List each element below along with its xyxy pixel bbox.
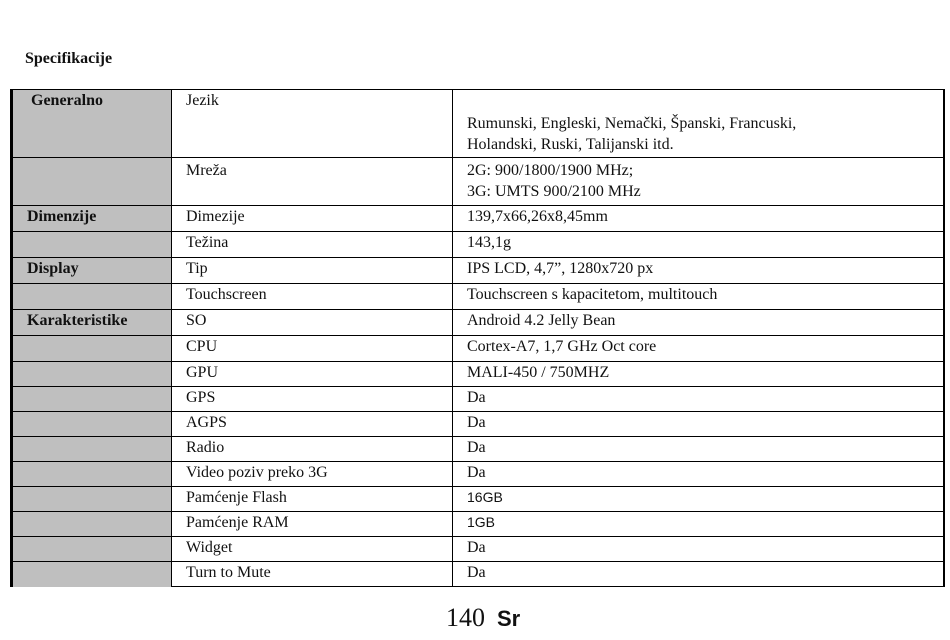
table-row xyxy=(12,537,944,562)
table-row xyxy=(12,336,944,362)
spec-value-line xyxy=(467,92,943,113)
category-cell xyxy=(12,562,172,587)
category-cell xyxy=(12,362,172,387)
spec-label: CPU xyxy=(172,336,453,362)
spec-label: Težina xyxy=(172,232,453,258)
spec-label: GPU xyxy=(172,362,453,387)
category-cell: Dimenzije xyxy=(12,206,172,232)
spec-value: 16GB xyxy=(453,487,944,512)
spec-label: Dimezije xyxy=(172,206,453,232)
spec-value: MALI-450 / 750MHZ xyxy=(453,362,944,387)
specification-table xyxy=(10,89,945,587)
table-row xyxy=(12,284,944,310)
spec-value: 143,1g xyxy=(453,232,944,258)
category-cell xyxy=(12,336,172,362)
spec-value: 1GB xyxy=(453,512,944,537)
spec-value: Da xyxy=(453,437,944,462)
table-row xyxy=(12,258,944,284)
table-row xyxy=(12,310,944,336)
spec-label: AGPS xyxy=(172,412,453,437)
spec-label: Tip xyxy=(172,258,453,284)
spec-value-line: 3G: UMTS 900/2100 MHz xyxy=(467,183,641,200)
spec-value: Android 4.2 Jelly Bean xyxy=(453,310,944,336)
table-row xyxy=(12,562,944,587)
table-row xyxy=(12,462,944,487)
spec-value-line: 2G: 900/1800/1900 MHz; xyxy=(467,162,634,179)
spec-value: Da xyxy=(453,412,944,437)
table-row xyxy=(12,158,944,206)
spec-label: Video poziv preko 3G xyxy=(172,462,453,487)
spec-label: GPS xyxy=(172,387,453,412)
category-cell xyxy=(12,232,172,258)
language-code: Sr xyxy=(497,606,521,631)
spec-value xyxy=(453,90,944,158)
category-cell xyxy=(12,412,172,437)
spec-value-line: Holandski, Ruski, Talijanski itd. xyxy=(467,136,674,153)
spec-value: Cortex-A7, 1,7 GHz Oct core xyxy=(453,336,944,362)
page-heading: Specifikacije xyxy=(25,50,113,67)
spec-label: SO xyxy=(172,310,453,336)
category-cell xyxy=(12,512,172,537)
category-cell xyxy=(12,537,172,562)
table-row xyxy=(12,362,944,387)
spec-label: Mreža xyxy=(172,158,453,206)
spec-value: Touchscreen s kapacitetom, multitouch xyxy=(453,284,944,310)
table-row xyxy=(12,206,944,232)
page-number: 140 xyxy=(446,603,485,632)
table-row xyxy=(12,387,944,412)
category-cell: Display xyxy=(12,258,172,284)
table-row xyxy=(12,512,944,537)
spec-value: Da xyxy=(453,537,944,562)
category-cell xyxy=(12,462,172,487)
spec-value: Da xyxy=(453,562,944,587)
category-cell xyxy=(12,487,172,512)
table-row xyxy=(12,412,944,437)
spec-label: Jezik xyxy=(172,90,453,158)
table-row xyxy=(12,90,944,158)
spec-label: Turn to Mute xyxy=(172,562,453,587)
spec-label: Pamćenje Flash xyxy=(172,487,453,512)
page-footer xyxy=(446,603,520,633)
spec-value: 139,7x66,26x8,45mm xyxy=(453,206,944,232)
table-row xyxy=(12,437,944,462)
spec-value xyxy=(453,158,944,206)
table-row xyxy=(12,487,944,512)
spec-value-line: Rumunski, Engleski, Nemački, Španski, Francuski, xyxy=(467,115,797,132)
spec-label: Pamćenje RAM xyxy=(172,512,453,537)
category-cell xyxy=(12,387,172,412)
category-cell: Karakteristike xyxy=(12,310,172,336)
category-cell xyxy=(12,158,172,206)
spec-value: Da xyxy=(453,387,944,412)
category-cell: Generalno xyxy=(12,90,172,158)
spec-label: Widget xyxy=(172,537,453,562)
spec-value: Da xyxy=(453,462,944,487)
spec-label: Radio xyxy=(172,437,453,462)
spec-value: IPS LCD, 4,7”, 1280x720 px xyxy=(453,258,944,284)
category-cell xyxy=(12,437,172,462)
spec-label: Touchscreen xyxy=(172,284,453,310)
category-cell xyxy=(12,284,172,310)
table-row xyxy=(12,232,944,258)
